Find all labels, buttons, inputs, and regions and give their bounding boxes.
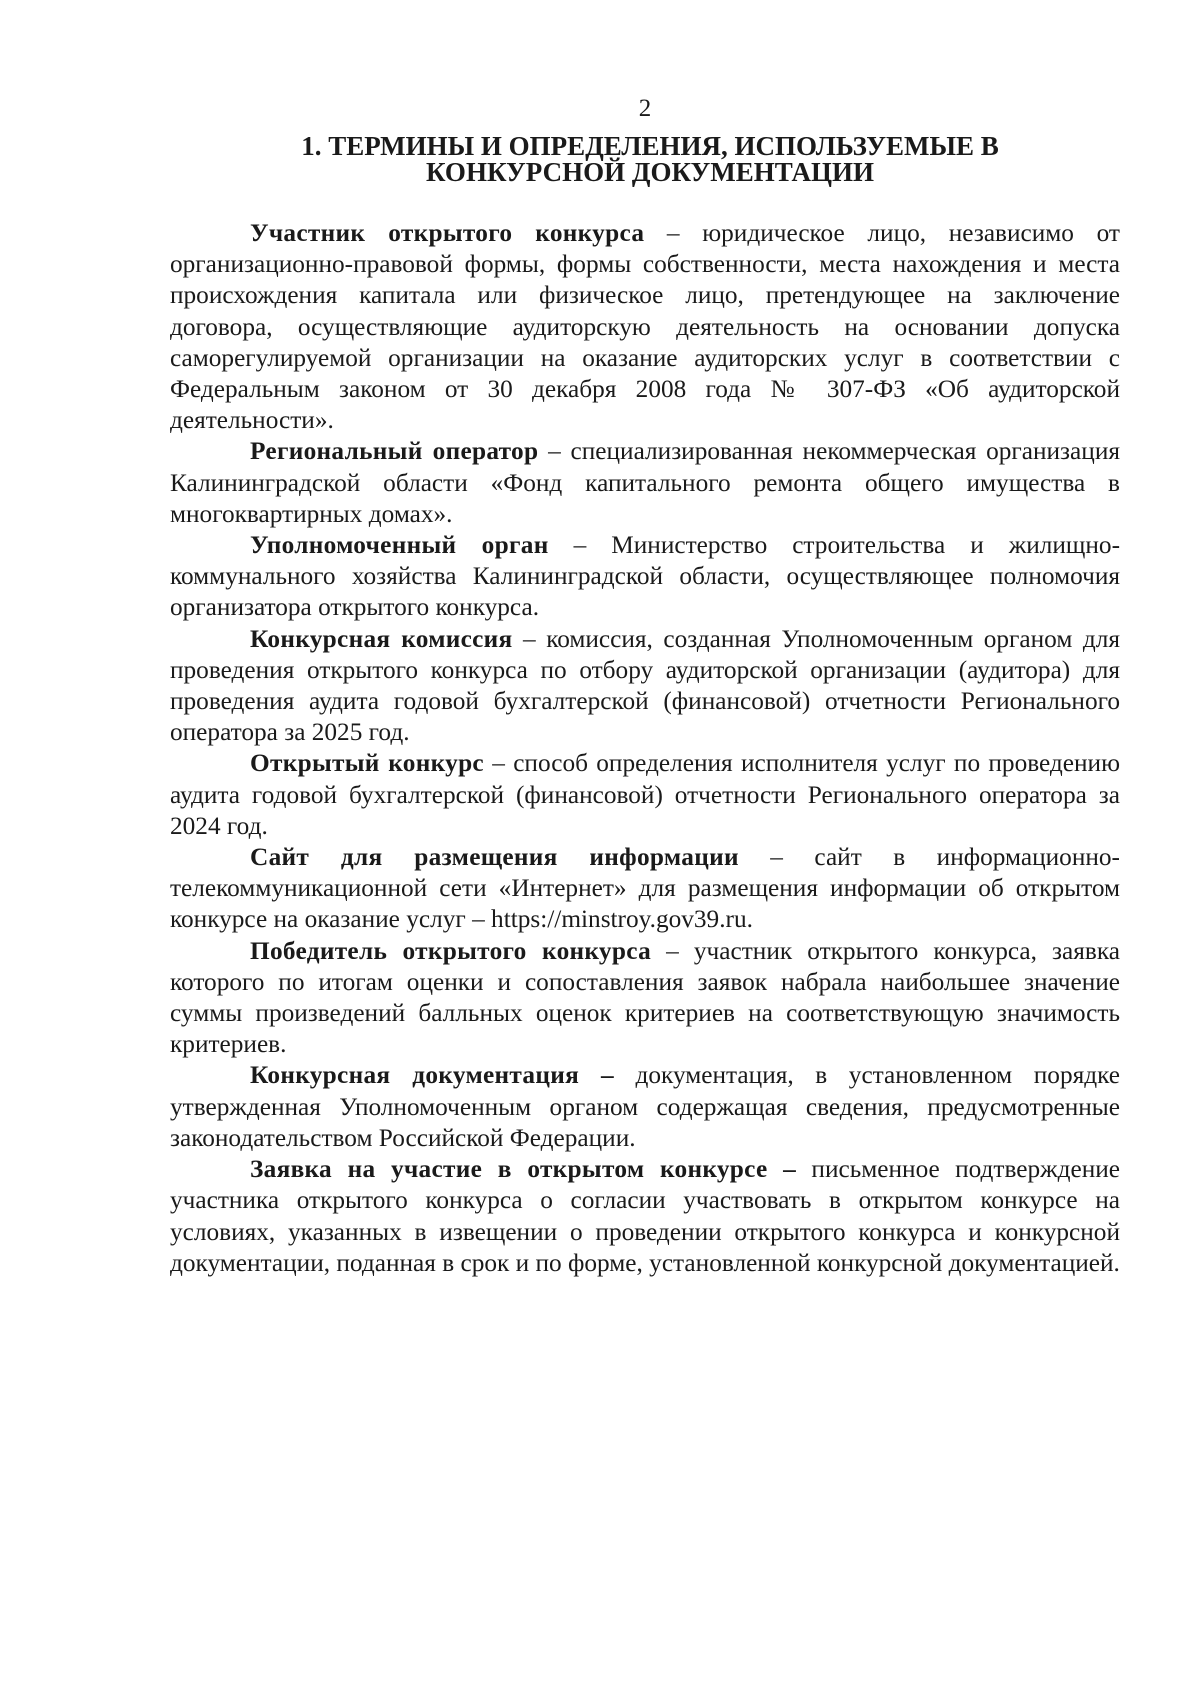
definition-text: – участник открытого конкурса, заявка которого по итогам оценки и сопоставления заявок набрала наибольшее значение суммы произведений балльных оценок критериев на соответствующую значимость критериев.	[170, 936, 1120, 1059]
definition-text: документация, в установленном порядке утвержденная Уполномоченным органом содержащая сведения, предусмотренные законодательством Российской Федерации.	[170, 1061, 1120, 1152]
definition-term: Участник открытого конкурса	[250, 219, 645, 247]
definitions-body	[170, 218, 1120, 1279]
definition-paragraph	[170, 1060, 1120, 1154]
definition-term: Региональный оператор	[250, 437, 539, 466]
definition-paragraph	[170, 748, 1120, 842]
definition-term: Открытый конкурс	[250, 749, 484, 778]
definition-paragraph	[170, 936, 1120, 1061]
definition-text: – Министерство строительства и жилищно-коммунального хозяйства Калининградской области, осуществляющее полномочия организатора открытого конкурса.	[170, 531, 1120, 622]
definition-text: – комиссия, созданная Уполномоченным органом для проведения открытого конкурса по отбору аудиторской организации (аудитора) для проведения аудита годовой бухгалтерской (финансовой) отчетности Регионального оператора за 2025 год.	[170, 624, 1121, 747]
section-heading-line-2: КОНКУРСНОЙ ДОКУМЕНТАЦИИ	[426, 157, 874, 187]
definition-paragraph	[170, 842, 1120, 936]
definition-term: Победитель открытого конкурса	[250, 936, 652, 965]
definition-term: Конкурсная документация –	[250, 1061, 614, 1090]
definition-text: – специализированная некоммерческая организация Калининградской области «Фонд капитального ремонта общего имущества в многоквартирных домах».	[170, 437, 1120, 528]
definition-paragraph	[170, 218, 1120, 436]
definition-term: Сайт для размещения информации	[250, 843, 739, 872]
definition-paragraph	[170, 1154, 1120, 1279]
definition-text: письменное подтверждение участника открытого конкурса о согласии участвовать в открытом конкурсе на условиях, указанных в извещении о проведении открытого конкурса и конкурсной документации, поданная в срок и по форме, установленной конкурсной документацией.	[170, 1155, 1121, 1277]
definition-text: – сайт в информационно-телекоммуникационной сети «Интернет» для размещения информации об открытом конкурсе на оказание услуг – https://minstroy.gov39.ru.	[170, 843, 1120, 934]
section-heading-line-1: 1. ТЕРМИНЫ И ОПРЕДЕЛЕНИЯ, ИСПОЛЬЗУЕМЫЕ В	[301, 131, 999, 161]
section-heading	[240, 133, 1060, 185]
definition-text: – юридическое лицо, независимо от организационно-правовой формы, формы собственности, места нахождения и места происхождения капитала или физическое лицо, претендующее на заключение договора, осуществляющие аудиторскую деятельность на основании допуска саморегулируемой организации на оказание аудиторских услуг в соответствии с Федеральным законом от 30 декабря 2008 года № 307-ФЗ «Об аудиторской деятельности».	[170, 219, 1120, 435]
definition-term: Уполномоченный орган	[250, 531, 549, 560]
definition-term: Заявка на участие в открытом конкурсе –	[250, 1155, 797, 1184]
definition-paragraph	[170, 436, 1120, 530]
definition-term: Конкурсная комиссия	[250, 624, 513, 653]
definition-paragraph	[170, 530, 1120, 624]
page-number: 2	[638, 95, 652, 122]
definition-paragraph	[170, 624, 1120, 749]
definition-text: – способ определения исполнителя услуг по проведению аудита годовой бухгалтерской (финансовой) отчетности Регионального оператора за 2024 год.	[170, 749, 1120, 840]
